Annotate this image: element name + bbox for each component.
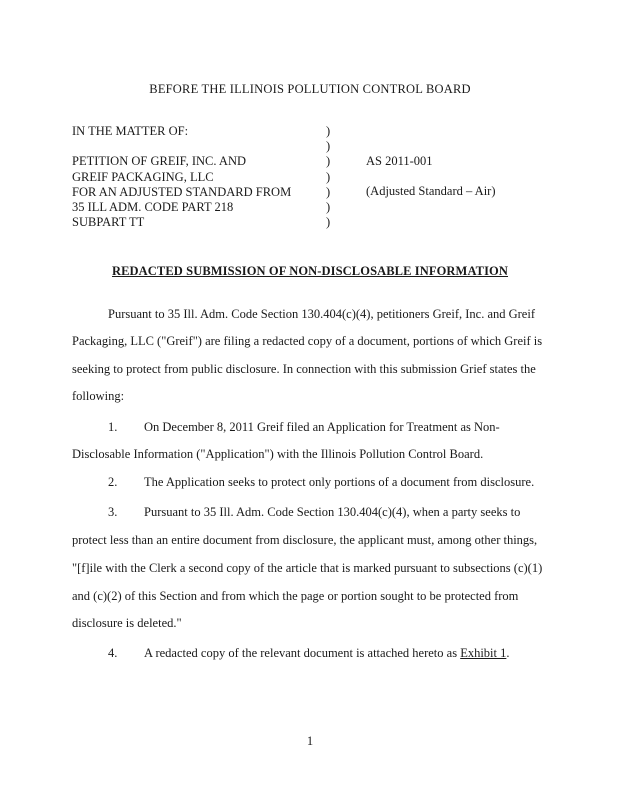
item-tail: . xyxy=(506,646,510,660)
item-line: Pursuant to 35 Ill. Adm. Code Section 130.404(c)(4), when a party seeks to xyxy=(144,505,521,519)
caption-paren: ) xyxy=(326,169,331,184)
item-number: 4. xyxy=(108,646,118,660)
item-text: A redacted copy of the relevant document is attached hereto as xyxy=(144,646,461,660)
case-number: AS 2011-001 xyxy=(366,154,433,168)
intro-line: Pursuant to 35 Ill. Adm. Code Section 130.404(c)(4), petitioners Greif, Inc. and Greif xyxy=(108,307,535,321)
intro-line: Packaging, LLC ("Greif") are filing a redacted copy of a document, portions of which Greif is xyxy=(72,334,543,348)
item-line: "[f]ile with the Clerk a second copy of the article that is marked pursuant to subsections (c)(1) xyxy=(72,561,543,575)
caption-paren: ) xyxy=(326,139,331,154)
caption-line: GREIF PACKAGING, LLC xyxy=(72,169,214,184)
item-line: protect less than an entire document from disclosure, the applicant must, among other things, xyxy=(72,533,538,547)
document-heading: REDACTED SUBMISSION OF NON-DISCLOSABLE INFORMATION xyxy=(111,264,509,278)
caption-line: FOR AN ADJUSTED STANDARD FROM xyxy=(72,184,292,199)
intro-line: seeking to protect from public disclosure. In connection with this submission Grief states the xyxy=(72,362,536,376)
case-type: (Adjusted Standard – Air) xyxy=(366,184,496,198)
caption-paren: ) xyxy=(326,124,331,138)
caption-line xyxy=(72,139,291,154)
item-line: and (c)(2) of this Section and from which the page or portion sought to be protected from xyxy=(72,589,519,603)
caption-parens xyxy=(326,124,330,230)
item-line xyxy=(144,646,510,661)
caption-paren: ) xyxy=(326,199,331,214)
item-number: 2. xyxy=(108,475,118,489)
caption-paren: ) xyxy=(326,154,331,169)
caption-paren: ) xyxy=(326,184,331,199)
item-line: The Application seeks to protect only portions of a document from disclosure. xyxy=(144,475,535,489)
caption-paren: ) xyxy=(326,215,331,230)
caption-line: 35 ILL ADM. CODE PART 218 xyxy=(72,199,234,214)
caption-line: SUBPART TT xyxy=(72,215,145,230)
item-number: 1. xyxy=(108,420,118,434)
item-line: disclosure is deleted." xyxy=(72,616,182,630)
board-title: BEFORE THE ILLINOIS POLLUTION CONTROL BOARD xyxy=(149,82,471,96)
intro-line: following: xyxy=(72,389,125,403)
item-line: On December 8, 2011 Greif filed an Application for Treatment as Non- xyxy=(144,420,500,434)
caption-line: PETITION OF GREIF, INC. AND xyxy=(72,154,246,169)
page-number: 1 xyxy=(306,734,314,748)
caption-party-block xyxy=(72,124,291,230)
item-line: Disclosable Information ("Application") with the Illinois Pollution Control Board. xyxy=(72,447,484,461)
item-number: 3. xyxy=(108,505,118,519)
caption-line: IN THE MATTER OF: xyxy=(72,124,189,138)
exhibit-link[interactable]: Exhibit 1 xyxy=(460,646,507,660)
